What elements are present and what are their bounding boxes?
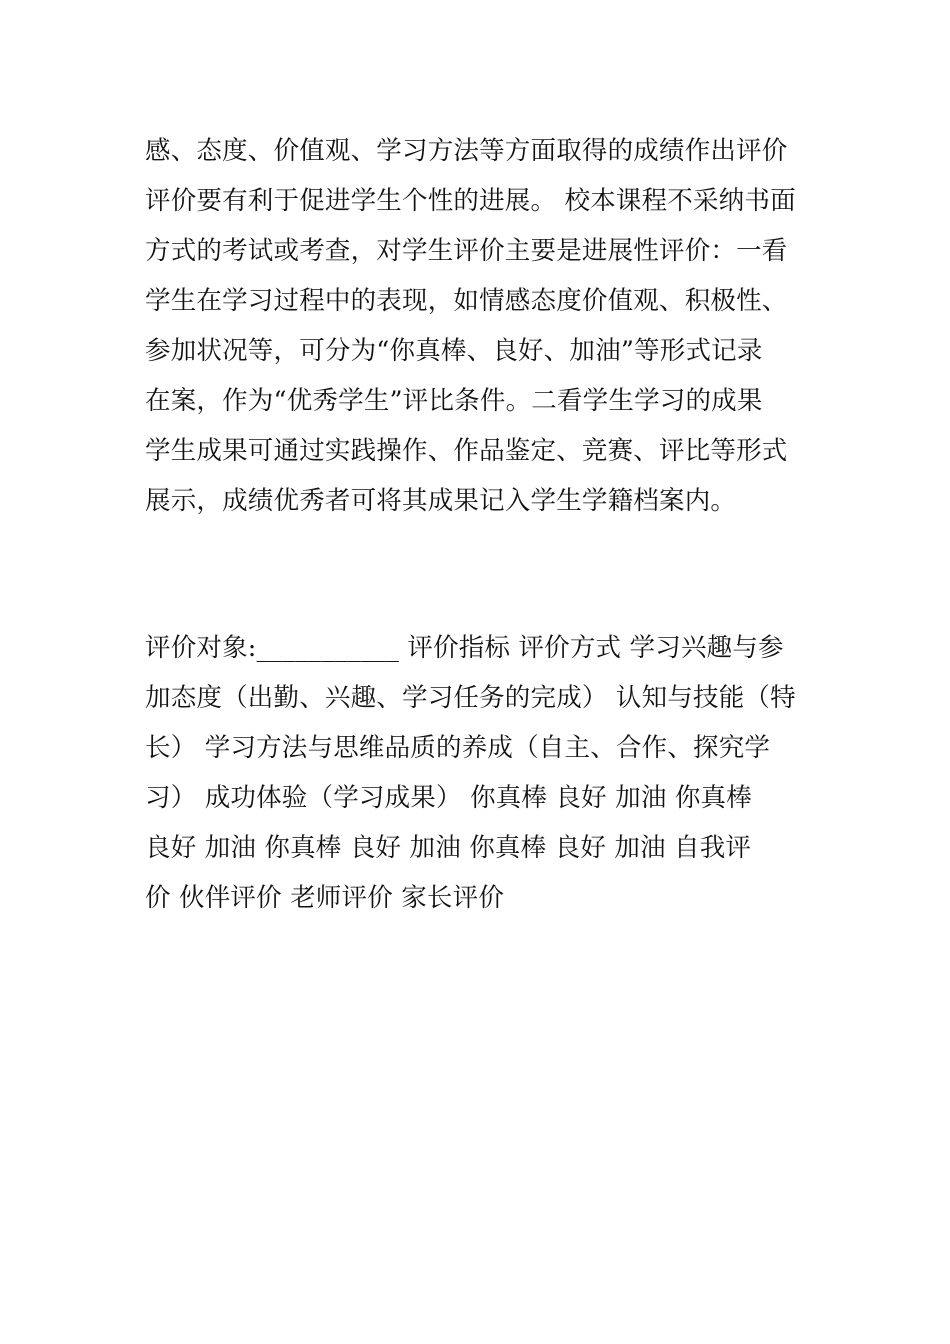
evaluation-method-paragraph [145,126,810,526]
text-line: 评价要有利于促进学生个性的进展。 校本课程不采纳书面 [145,186,796,216]
text-line: 学生在学习过程中的表现，如情感态度价值观、积极性、 [145,286,788,316]
text-line: 参加状况等，可分为“你真棒、良好、加油”等形式记录 [145,336,763,366]
text-line: 良好 加油 你真棒 良好 加油 你真棒 良好 加油 自我评 [145,833,752,863]
text-line: 展示，成绩优秀者可将其成果记入学生学籍档案内。 [145,486,737,516]
text-line: 在案，作为“优秀学生”评比条件。二看学生学习的成果 [145,386,763,416]
text-line: 感、态度、价值观、学习方法等方面取得的成绩作出评价 [145,136,788,166]
text-line: 方式的考试或考查，对学生评价主要是进展性评价：一看 [145,236,788,266]
text-line: 价 伙伴评价 老师评价 家长评价 [145,883,505,913]
text-line: 学生成果可通过实践操作、作品鉴定、竞赛、评比等形式 [145,436,788,466]
text-line: 加态度（出勤、兴趣、学习任务的完成） 认知与技能（特 [145,683,796,713]
text-line: 评价对象:___________ 评价指标 评价方式 学习兴趣与参 [145,633,784,663]
text-line: 习） 成功体验（学习成果） 你真棒 良好 加油 你真棒 [145,783,752,813]
evaluation-table-text [145,623,810,923]
text-line: 长） 学习方法与思维品质的养成（自主、合作、探究学 [145,733,771,763]
